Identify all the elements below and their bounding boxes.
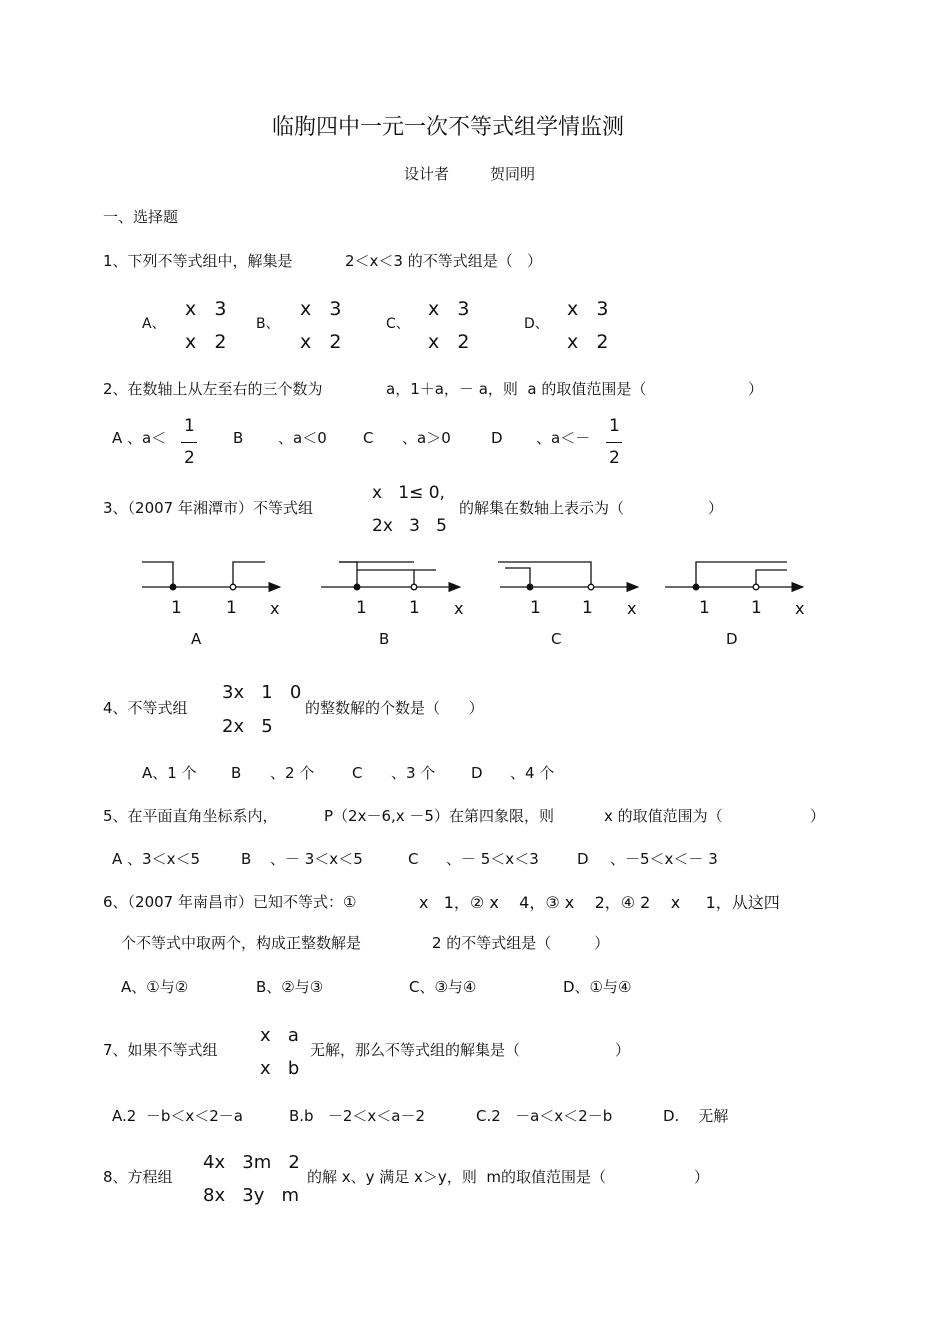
q1-option-d-row2: x 2 (567, 331, 609, 353)
page-title: 临朐四中一元一次不等式组学情监测 (272, 115, 625, 140)
q6-stem-line2-tail: 2 的不等式组是（ ） (432, 934, 610, 952)
q3-b-axis-label: x (454, 599, 464, 618)
q3-b-tick-2: 1 (409, 598, 420, 618)
q1-option-a-label: A、 (142, 316, 166, 332)
q2-option-a-numerator: 1 (184, 416, 195, 436)
q3-c-tick-1: 1 (530, 598, 541, 618)
q6-stem-line1: 6、（2007 年南昌市）已知不等式：① (103, 893, 357, 911)
q1-option-d-row1: x 3 (567, 298, 609, 320)
q7-stem-close: ） (615, 1041, 631, 1059)
q3-d-tick-1: 1 (699, 598, 710, 618)
author-label: 设计者 (404, 165, 450, 183)
q4-system-row2: 2x 5 (222, 716, 273, 737)
q3-b-tick-1: 1 (356, 598, 367, 618)
q6-option-b: B、②与③ (256, 978, 324, 996)
q6-option-a: A、①与② (121, 978, 189, 996)
q4-option-b-letter: B (231, 764, 242, 782)
q7-option-b: B.b －2＜x＜a－2 (289, 1107, 426, 1125)
q5-stem: 5、在平面直角坐标系内， (103, 807, 278, 825)
q8-stem-close: ） (694, 1168, 710, 1186)
q1-stem: 1、下列不等式组中，解集是 (103, 252, 293, 270)
q2-stem-numbers: a，1＋a，－ a，则 a 的取值范围是（ (386, 380, 647, 398)
q5-stem-point: P（2x－6,x －5）在第四象限，则 (324, 807, 554, 825)
q2-option-c-letter: C (363, 429, 374, 447)
q8-system-row2: 8x 3y m (203, 1185, 300, 1206)
q3-option-d: D (726, 630, 738, 648)
q5-option-d: 、－5＜x＜－ 3 (610, 850, 718, 868)
q2-option-b-letter: B (233, 429, 244, 447)
q4-option-c-letter: C (352, 764, 363, 782)
q5-option-b: 、－ 3＜x＜5 (270, 850, 363, 868)
q5-option-c: 、－ 5＜x＜3 (446, 850, 539, 868)
q2-option-d: 、a＜－ (536, 429, 591, 447)
section-heading: 一、选择题 (103, 208, 179, 226)
q5-stem-close: ） (810, 807, 826, 825)
q2-option-b: 、a＜0 (278, 429, 327, 447)
q3-c-axis-label: x (627, 599, 637, 618)
q3-stem-tail: 的解集在数轴上表示为（ (459, 499, 625, 517)
q7-stem: 7、如果不等式组 (103, 1041, 218, 1059)
q7-stem-tail: 无解，那么不等式组的解集是（ (310, 1041, 521, 1059)
q1-option-b-row1: x 3 (300, 298, 342, 320)
q7-system-row2: x b (260, 1058, 300, 1079)
q3-option-c: C (551, 630, 562, 648)
q3-d-axis-label: x (795, 599, 805, 618)
q5-option-c-letter: C (408, 850, 419, 868)
q4-system-row1: 3x 1 0 (222, 682, 302, 703)
q8-stem-tail: 的解 x、y 满足 x＞y，则 m的取值范围是（ (307, 1168, 606, 1186)
q3-option-a: A (191, 630, 202, 648)
q4-option-a: A、1 个 (142, 764, 197, 782)
q2-stem-close: ） (748, 380, 764, 398)
q1-option-c-row2: x 2 (428, 331, 470, 353)
q6-option-c: C、③与④ (409, 978, 477, 996)
q1-option-c-label: C、 (386, 316, 410, 332)
number-line-d (665, 562, 803, 590)
q3-d-tick-2: 1 (751, 598, 762, 618)
q3-system-row2: 2x 3 5 (372, 516, 447, 536)
q5-stem-tail: x 的取值范围为（ (604, 807, 723, 825)
q3-a-tick-1: 1 (171, 598, 182, 618)
number-line-b (321, 562, 460, 590)
q3-a-tick-2: 1 (226, 598, 237, 618)
q3-a-axis-label: x (270, 599, 280, 618)
q3-stem: 3、（2007 年湘潭市）不等式组 (103, 499, 313, 517)
q4-stem-tail: 的整数解的个数是（ ） (305, 699, 484, 717)
q8-system-row1: 4x 3m 2 (203, 1152, 300, 1173)
q7-option-c: C.2 －a＜x＜2－b (476, 1107, 613, 1125)
q2-option-d-numerator: 1 (609, 416, 620, 436)
q5-option-b-letter: B (241, 850, 252, 868)
q6-option-d: D、①与④ (563, 978, 632, 996)
q5-option-a: A 、3＜x＜5 (112, 850, 200, 868)
q4-option-c: 、3 个 (391, 764, 436, 782)
q1-option-d-label: D、 (524, 316, 549, 332)
q1-option-b-row2: x 2 (300, 331, 342, 353)
q1-stem-condition: 2＜x＜3 的不等式组是（ ） (345, 252, 543, 270)
q2-option-c: 、a＞0 (402, 429, 451, 447)
q2-option-d-denominator: 2 (609, 448, 620, 468)
number-line-c (498, 562, 638, 590)
q1-option-a-row1: x 3 (185, 298, 227, 320)
number-line-a (142, 562, 280, 590)
q7-option-d: D. 无解 (663, 1107, 729, 1125)
q1-option-b-label: B、 (256, 316, 280, 332)
q4-stem: 4、不等式组 (103, 699, 188, 717)
q1-option-a-row2: x 2 (185, 331, 227, 353)
author-name: 贺同明 (490, 165, 536, 183)
q3-system-row1: x 1≤ 0, (372, 483, 445, 503)
q2-stem: 2、在数轴上从左至右的三个数为 (103, 380, 323, 398)
q4-option-b: 、2 个 (270, 764, 315, 782)
q3-option-b: B (379, 630, 390, 648)
q3-c-tick-2: 1 (582, 598, 593, 618)
q7-option-a: A.2 －b＜x＜2－a (112, 1107, 243, 1125)
q2-option-a-denominator: 2 (184, 448, 195, 468)
q2-option-a: A 、a＜ (112, 429, 167, 447)
q4-option-d-letter: D (471, 764, 483, 782)
q5-option-d-letter: D (577, 850, 589, 868)
q3-stem-close: ） (708, 499, 724, 517)
q8-stem: 8、方程组 (103, 1168, 173, 1186)
q6-stem-line2: 个不等式中取两个，构成正整数解是 (121, 934, 362, 952)
q1-option-c-row1: x 3 (428, 298, 470, 320)
q2-option-d-letter: D (491, 429, 503, 447)
q4-option-d: 、4 个 (510, 764, 555, 782)
q7-system-row1: x a (260, 1025, 299, 1046)
q6-stem-line1-conditions: x 1，② x 4，③ x 2，④ 2 x 1，从这四 (419, 893, 780, 912)
